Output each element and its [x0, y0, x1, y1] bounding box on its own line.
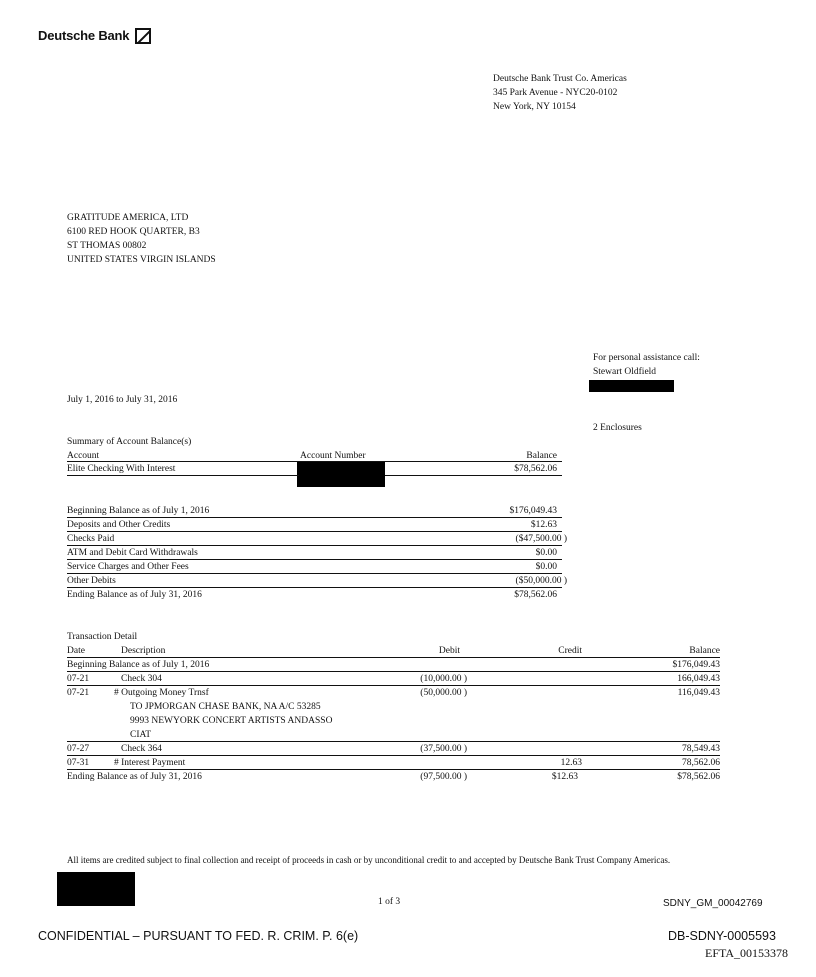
bank-address-line: New York, NY 10154 [493, 102, 576, 112]
txn-ending-balance: $78,562.06 [677, 772, 720, 782]
contact-label: For personal assistance call: [593, 353, 700, 363]
txn-ending-debit: (97,500.00 ) [420, 772, 467, 782]
customer-address [67, 211, 216, 267]
table-row [0, 742, 816, 756]
customer-address-line: 6100 RED HOOK QUARTER, B3 [67, 227, 200, 237]
table-row [0, 756, 816, 770]
customer-address-line: ST THOMAS 00802 [67, 241, 147, 251]
summary-header-account-number: Account Number [300, 451, 366, 461]
txn-description: Check 304 [121, 674, 162, 684]
txn-description: Check 364 [121, 744, 162, 754]
txn-debit: (10,000.00 ) [420, 674, 467, 684]
balance-label: ATM and Debit Card Withdrawals [67, 548, 198, 558]
summary-account-name: Elite Checking With Interest [67, 464, 176, 474]
txn-header-description: Description [121, 646, 166, 656]
txn-header-balance: Balance [689, 646, 720, 656]
balance-amount: $0.00 [535, 562, 557, 572]
txn-description: # Outgoing Money Trnsf [114, 688, 209, 698]
bank-address-line: Deutsche Bank Trust Co. Americas [493, 74, 627, 84]
bank-address-line: 345 Park Avenue - NYC20-0102 [493, 88, 618, 98]
txn-header-credit: Credit [558, 646, 582, 656]
divider [385, 475, 562, 476]
redaction-block [589, 380, 674, 392]
redaction-block [297, 462, 385, 487]
balance-amount: $12.63 [530, 520, 557, 530]
balance-amount: ($47,500.00 ) [515, 534, 567, 544]
balance-label: Other Debits [67, 576, 116, 586]
txn-beginning-balance: $176,049.43 [672, 660, 720, 670]
divider [67, 475, 299, 476]
txn-detail-line: CIAT [130, 730, 152, 740]
customer-address-line: GRATITUDE AMERICA, LTD [67, 213, 189, 223]
txn-detail-line: 9993 NEWYORK CONCERT ARTISTS ANDASSO [130, 716, 333, 726]
summary-header-account: Account [67, 451, 100, 461]
redaction-block [57, 872, 135, 906]
logo-text: Deutsche Bank [38, 28, 130, 43]
balance-amount: $0.00 [535, 548, 557, 558]
balance-label: Beginning Balance as of July 1, 2016 [67, 506, 210, 516]
deutsche-bank-slash-icon [135, 28, 151, 44]
txn-debit: (37,500.00 ) [420, 744, 467, 754]
txn-date: 07-21 [67, 688, 90, 698]
txn-date: 07-31 [67, 758, 90, 768]
summary-header-balance: Balance [526, 451, 557, 461]
txn-date: 07-27 [67, 744, 90, 754]
bates-number: DB-SDNY-0005593 [668, 929, 776, 943]
table-row [0, 672, 816, 686]
confidential-notice: CONFIDENTIAL – PURSUANT TO FED. R. CRIM. P. 6(e) [38, 929, 359, 943]
summary-title: Summary of Account Balance(s) [67, 437, 192, 447]
bates-number-efta: EFTA_00153378 [705, 946, 789, 960]
txn-header-date: Date [67, 646, 85, 656]
txn-ending-row [0, 770, 816, 784]
balance-amount: ($50,000.00 ) [515, 576, 567, 586]
txn-ending-credit: $12.63 [551, 772, 578, 782]
txn-balance: 78,549.43 [682, 744, 720, 754]
balance-amount: $78,562.06 [514, 590, 557, 600]
txn-date: 07-21 [67, 674, 90, 684]
customer-address-line: UNITED STATES VIRGIN ISLANDS [67, 255, 216, 265]
enclosures: 2 Enclosures [593, 423, 642, 433]
bank-address [493, 72, 627, 114]
txn-balance: 78,562.06 [682, 758, 720, 768]
bank-logo [38, 28, 151, 44]
txn-ending-label: Ending Balance as of July 31, 2016 [67, 772, 202, 782]
txn-detail-line: TO JPMORGAN CHASE BANK, NA A/C 53285 [130, 702, 321, 712]
balance-label: Service Charges and Other Fees [67, 562, 189, 572]
statement-period: July 1, 2016 to July 31, 2016 [67, 395, 178, 405]
transaction-title: Transaction Detail [67, 632, 138, 642]
footer-note: All items are credited subject to final collection and receipt of proceeds in cash or by unconditional credit to and accepted by Deutsche Bank Trust Company Americas. [67, 855, 671, 865]
txn-debit: (50,000.00 ) [420, 688, 467, 698]
txn-credit: 12.63 [560, 758, 582, 768]
balance-label: Deposits and Other Credits [67, 520, 171, 530]
txn-description: # Interest Payment [114, 758, 186, 768]
txn-balance: 116,049.43 [677, 688, 720, 698]
balance-label: Ending Balance as of July 31, 2016 [67, 590, 202, 600]
table-row [0, 686, 816, 742]
contact-name: Stewart Oldfield [593, 367, 657, 377]
txn-header-debit: Debit [438, 646, 460, 656]
balance-amount: $176,049.43 [509, 506, 557, 516]
page-number: 1 of 3 [378, 897, 401, 907]
txn-beginning-label: Beginning Balance as of July 1, 2016 [67, 660, 210, 670]
balance-label: Checks Paid [67, 534, 115, 544]
summary-account-balance: $78,562.06 [514, 464, 557, 474]
txn-balance: 166,049.43 [677, 674, 720, 684]
document-id: SDNY_GM_00042769 [663, 898, 763, 909]
